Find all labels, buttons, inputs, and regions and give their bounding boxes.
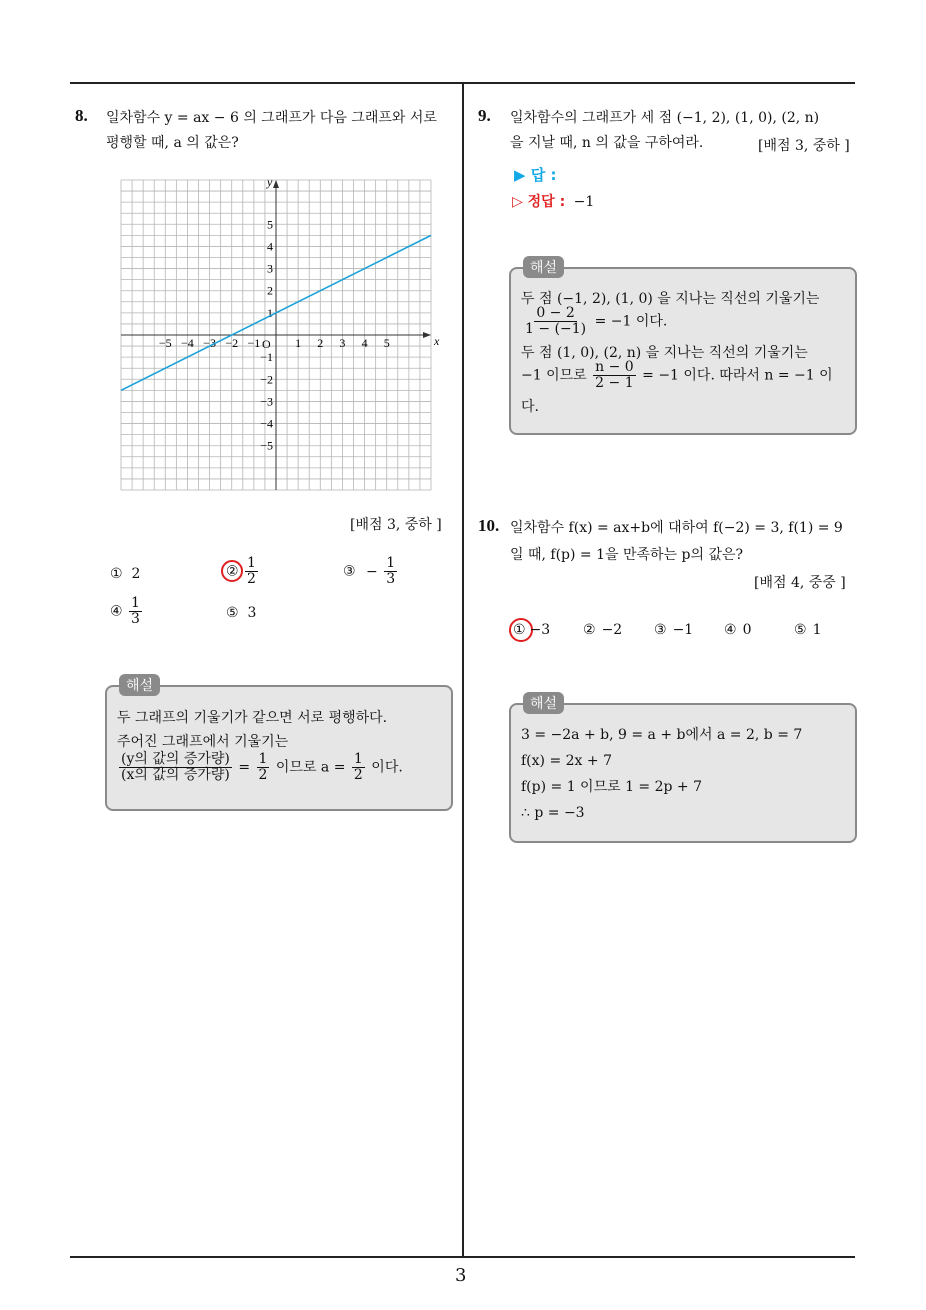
q10-choice-5[interactable]: ⑤ 1: [794, 622, 822, 638]
x-tick-label: 1: [295, 336, 302, 350]
choice-mark: ⑤: [226, 605, 239, 621]
x-tick-label: −5: [158, 336, 172, 350]
q9-solution-tag: 해설: [523, 256, 564, 278]
x-tick-label: −4: [181, 336, 194, 350]
x-axis-label: x: [434, 334, 440, 348]
y-tick-label: 5: [267, 217, 273, 232]
x-tick-label: −3: [203, 336, 216, 350]
q9-correct-answer: ▷ 정답 : −1: [512, 194, 595, 210]
x-tick-label: 4: [361, 336, 368, 350]
x-tick-label: 3: [339, 336, 346, 350]
x-tick-label: 5: [383, 336, 390, 350]
bottom-rule: [70, 1256, 855, 1258]
q9-number: 9.: [478, 106, 491, 125]
q10-line1: 일차함수 f(x) = ax+b에 대하여 f(−2) = 3, f(1) = 9: [510, 520, 843, 536]
y-tick-label: −3: [260, 394, 273, 409]
q8-solution-line1: 두 그래프의 기울기가 같으면 서로 평행하다.: [117, 710, 388, 726]
choice-value: 2: [131, 566, 141, 582]
choice-value: 3: [247, 605, 257, 621]
q8-solution-line3: $\frac{\text{(y의 값의 증가량)}}{\text{(x의 값의 증가량)}}$ = $\frac{1}{2}$ 이므로 a = $\frac{1}{2}$ 이다.: [121, 751, 403, 783]
q10-choice-4[interactable]: ④ 0: [724, 622, 752, 638]
q9-solution-line1: 두 점 (−1, 2), (1, 0) 을 지나는 직선의 기울기는: [521, 291, 820, 307]
y-tick-label: −4: [260, 416, 273, 431]
q8-graph: [121, 175, 440, 490]
q10-meta: [배점 4, 중중 ]: [754, 575, 846, 591]
q10-choice-1[interactable]: ① −3: [513, 622, 551, 638]
y-tick-label: −2: [260, 372, 273, 387]
q8-choice-4[interactable]: [110, 596, 144, 627]
y-tick-label: 1: [267, 305, 273, 320]
q8-meta: [배점 3, 중하 ]: [350, 517, 442, 533]
q8-solution-line2: 주어진 그래프에서 기울기는: [117, 734, 289, 750]
q10-choice-3[interactable]: ③ −1: [654, 622, 694, 638]
choice-mark: ①: [110, 566, 123, 582]
y-tick-label: 2: [267, 283, 273, 298]
q10-solution-line2: f(x) = 2x + 7: [521, 753, 612, 769]
q9-line2: 을 지날 때, n 의 값을 구하여라.: [510, 135, 704, 151]
q10-solution-tag: 해설: [523, 692, 564, 714]
q8-number: 8.: [75, 106, 88, 125]
q10-choice-2[interactable]: ② −2: [583, 622, 623, 638]
q8-line1: 일차함수 y = ax − 6 의 그래프가 다음 그래프와 서로: [106, 110, 437, 126]
column-divider: [462, 82, 464, 1257]
choice-mark: ②: [226, 563, 239, 580]
q10-solution-line3: f(p) = 1 이므로 1 = 2p + 7: [521, 779, 703, 795]
y-axis-arrow: [273, 180, 279, 188]
origin-label: O: [262, 337, 271, 351]
choice-fraction: $\frac{1}{3}$: [131, 595, 140, 627]
y-tick-label: 4: [267, 239, 273, 254]
q10-solution-line1: 3 = −2a + b, 9 = a + b에서 a = 2, b = 7: [521, 727, 803, 743]
q9-solution-line2: $\frac{0 - 2}{1 - (-1)}$ = −1 이다.: [525, 305, 668, 337]
slope-definition-fraction: $\frac{\text{(y의 값의 증가량)}}{\text{(x의 값의 증가량)}}$: [121, 751, 230, 783]
q8-choice-3[interactable]: [343, 556, 399, 587]
q9-line1: 일차함수의 그래프가 세 점 (−1, 2), (1, 0), (2, n): [510, 110, 820, 126]
x-axis-arrow: [423, 332, 431, 338]
choice-mark: ③: [343, 563, 356, 580]
choice-sign: −: [366, 563, 378, 580]
x-tick-label: −1: [247, 336, 261, 350]
choice-mark: ④: [110, 603, 123, 620]
choice-fraction: $\frac{1}{3}$: [386, 555, 396, 587]
page-number: 3: [455, 1265, 467, 1286]
y-axis-label: y: [267, 175, 273, 189]
q10-number: 10.: [478, 516, 500, 535]
q10-line2: 일 때, f(p) = 1을 만족하는 p의 값은?: [510, 547, 744, 563]
q9-solution-line3: 두 점 (1, 0), (2, n) 을 지나는 직선의 기울기는: [521, 345, 808, 361]
q8-solution-tag: 해설: [119, 674, 160, 696]
y-tick-label: −5: [260, 438, 273, 453]
q9-answer-label: ▶ 답 :: [514, 166, 557, 184]
q9-solution-line4: −1 이므로 $\frac{n - 0}{2 - 1}$ = −1 이다. 따라서 n = −1 이: [521, 359, 833, 391]
q8-choice-1[interactable]: [110, 566, 140, 582]
choice-fraction: $\frac{1}{2}$: [247, 555, 256, 587]
q9-meta: [배점 3, 중하 ]: [758, 138, 850, 154]
y-tick-label: 3: [267, 261, 273, 276]
q8-line2: 평행할 때, a 의 값은?: [106, 135, 239, 151]
q10-solution-line4: ∴ p = −3: [521, 805, 585, 821]
q8-choice-5[interactable]: [226, 605, 256, 621]
x-tick-label: −2: [225, 336, 239, 350]
y-tick-label: −1: [260, 350, 273, 365]
x-tick-label: 2: [317, 336, 324, 350]
q9-solution-line5: 다.: [521, 399, 539, 415]
q8-choice-2[interactable]: [226, 556, 260, 587]
